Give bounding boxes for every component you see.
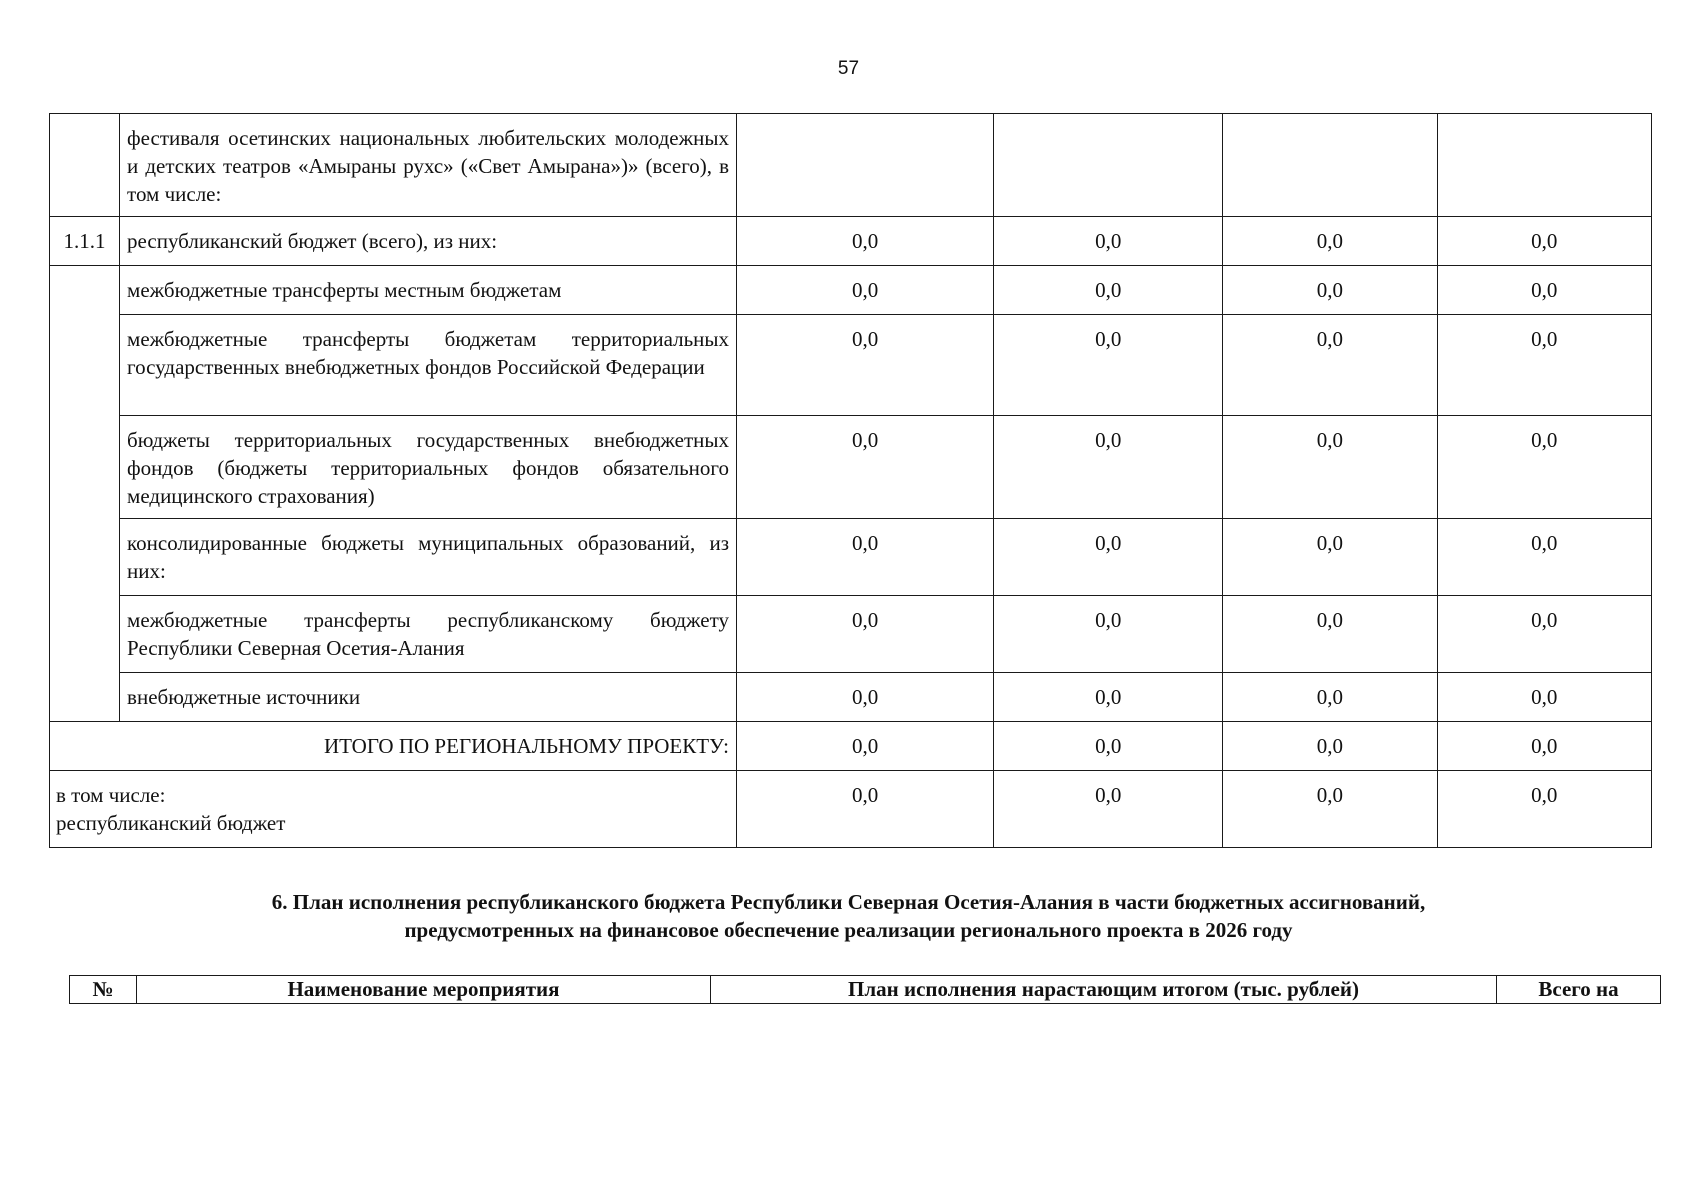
including-value-cell: 0,0 <box>1437 771 1651 848</box>
value-cell: 0,0 <box>1437 673 1651 722</box>
row-number-cell <box>50 114 120 217</box>
value-cell: 0,0 <box>737 217 994 266</box>
value-cell: 0,0 <box>737 266 994 315</box>
total-row <box>50 722 1652 771</box>
table-row <box>50 266 1652 315</box>
table-row <box>50 315 1652 416</box>
value-cell: 0,0 <box>1437 519 1651 596</box>
page-number: 57 <box>837 58 860 79</box>
value-cell: 0,0 <box>737 416 994 519</box>
row-number-cell <box>50 266 120 722</box>
including-line-1: в том числе: <box>56 783 166 807</box>
value-cell: 0,0 <box>737 673 994 722</box>
value-cell <box>1223 114 1437 217</box>
value-cell: 0,0 <box>994 266 1223 315</box>
row-name-cell: бюджеты территориальных государственных внебюджетных фондов (бюджеты территориальных фондов обязательного медицинского страхования) <box>120 416 737 519</box>
row-name-cell: фестиваля осетинских национальных любительских молодежных и детских театров «Амыраны рухс» («Свет Амырана»)» (всего), в том числе: <box>120 114 737 217</box>
value-cell: 0,0 <box>737 519 994 596</box>
total-value-cell: 0,0 <box>1437 722 1651 771</box>
row-name-cell: межбюджетные трансферты местным бюджетам <box>120 266 737 315</box>
table-row <box>50 114 1652 217</box>
value-cell: 0,0 <box>1223 673 1437 722</box>
row-number-cell: 1.1.1 <box>50 217 120 266</box>
table-row <box>50 519 1652 596</box>
value-cell: 0,0 <box>994 217 1223 266</box>
value-cell: 0,0 <box>994 673 1223 722</box>
value-cell: 0,0 <box>1437 315 1651 416</box>
value-cell: 0,0 <box>1223 266 1437 315</box>
value-cell: 0,0 <box>1437 596 1651 673</box>
table-header-row <box>70 976 1661 1004</box>
row-name-cell: межбюджетные трансферты бюджетам территориальных государственных внебюджетных фондов Российской Федерации <box>120 315 737 416</box>
value-cell <box>994 114 1223 217</box>
total-value-cell: 0,0 <box>994 722 1223 771</box>
execution-plan-table <box>69 975 1661 1004</box>
section-heading-line-1: 6. План исполнения республиканского бюджета Республики Северная Осетия-Алания в части бюджетных ассигнований, <box>271 890 1426 914</box>
table-row <box>50 416 1652 519</box>
including-value-cell: 0,0 <box>737 771 994 848</box>
value-cell: 0,0 <box>1223 596 1437 673</box>
value-cell: 0,0 <box>994 416 1223 519</box>
value-cell: 0,0 <box>737 596 994 673</box>
table-row <box>50 673 1652 722</box>
value-cell: 0,0 <box>1223 217 1437 266</box>
value-cell: 0,0 <box>1223 315 1437 416</box>
row-name-cell: межбюджетные трансферты республиканскому бюджету Республики Северная Осетия-Алания <box>120 596 737 673</box>
section-heading-line-2: предусмотренных на финансовое обеспечение реализации регионального проекта в 2026 году <box>404 918 1293 942</box>
including-line-2: республиканский бюджет <box>56 811 286 835</box>
value-cell: 0,0 <box>737 315 994 416</box>
budget-table <box>49 113 1652 848</box>
total-label: ИТОГО ПО РЕГИОНАЛЬНОМУ ПРОЕКТУ: <box>50 722 737 771</box>
value-cell: 0,0 <box>994 315 1223 416</box>
table-row <box>50 596 1652 673</box>
total-value-cell: 0,0 <box>1223 722 1437 771</box>
including-value-cell: 0,0 <box>994 771 1223 848</box>
including-label <box>50 771 737 848</box>
value-cell: 0,0 <box>1437 217 1651 266</box>
section-heading <box>60 888 1637 944</box>
including-value-cell: 0,0 <box>1223 771 1437 848</box>
column-header-execution-plan: План исполнения нарастающим итогом (тыс. рублей) <box>711 976 1497 1004</box>
row-name-cell: республиканский бюджет (всего), из них: <box>120 217 737 266</box>
total-value-cell: 0,0 <box>737 722 994 771</box>
value-cell: 0,0 <box>994 519 1223 596</box>
value-cell: 0,0 <box>1223 519 1437 596</box>
value-cell: 0,0 <box>1437 266 1651 315</box>
value-cell <box>1437 114 1651 217</box>
value-cell <box>737 114 994 217</box>
column-header-total: Всего на <box>1497 976 1661 1004</box>
row-name-cell: внебюджетные источники <box>120 673 737 722</box>
row-name-cell: консолидированные бюджеты муниципальных образований, из них: <box>120 519 737 596</box>
value-cell: 0,0 <box>1223 416 1437 519</box>
column-header-activity-name: Наименование мероприятия <box>137 976 711 1004</box>
value-cell: 0,0 <box>1437 416 1651 519</box>
including-row <box>50 771 1652 848</box>
table-row <box>50 217 1652 266</box>
value-cell: 0,0 <box>994 596 1223 673</box>
column-header-number: № <box>70 976 137 1004</box>
